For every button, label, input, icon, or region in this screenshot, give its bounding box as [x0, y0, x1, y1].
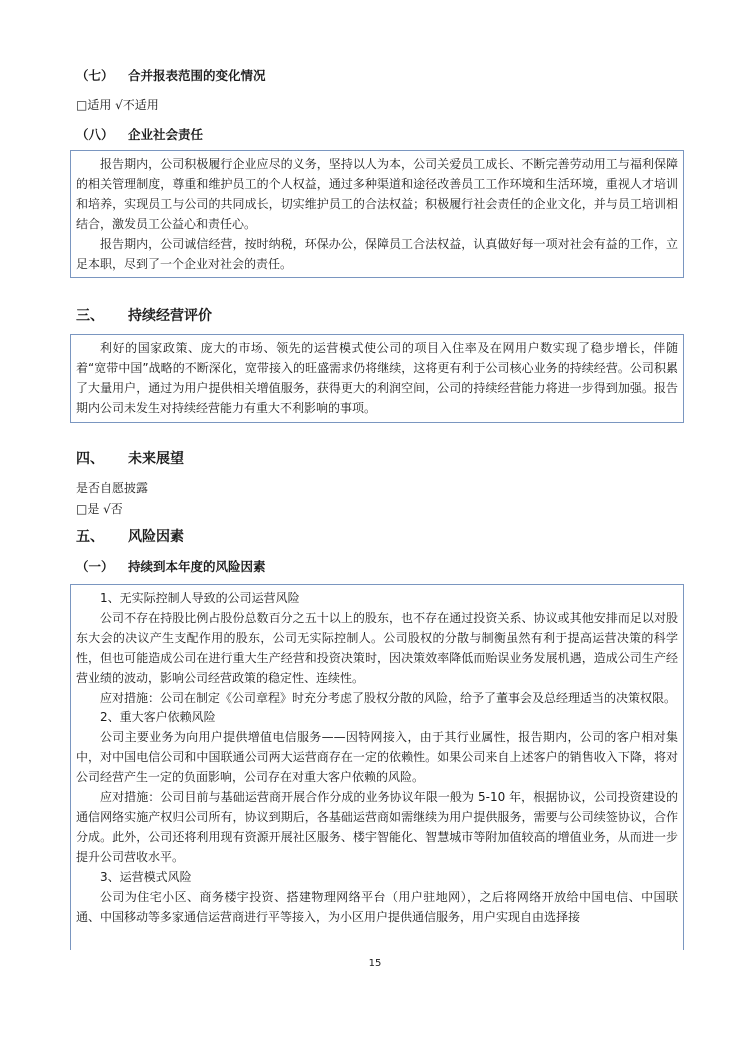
voluntary-disclosure-question: 是否自愿披露 [76, 481, 149, 495]
heading-title: 持续到本年度的风险因素 [128, 559, 266, 574]
consolidation-scope-option: □适用 √不适用 [76, 98, 159, 112]
heading-future-outlook [76, 450, 184, 468]
heading-number: 五、 [76, 529, 104, 545]
heading-number: （一） [76, 559, 114, 574]
heading-title: 未来展望 [128, 451, 184, 467]
risk-factors-box [70, 584, 684, 950]
heading-title: 合并报表范围的变化情况 [128, 68, 266, 83]
heading-number: （七） [76, 68, 114, 83]
risk-title: 1、无实际控制人导致的公司运营风险 [100, 591, 300, 605]
paragraph: 应对措施：公司目前与基础运营商开展合作分成的业务协议年限一般为 5-10 年，根据协议，公司投资建设的通信网络实施产权归公司所有，协议到期后，各基础运营商如需继续为用户提供服务，需要与公司续签协议，合作分成。此外，公司还将利用现有资源开展社区服务、楼宇智能化、智慧城市等附加值较高的增值业务，从而进一步提升公司营收水平。 [76, 790, 678, 864]
heading-going-concern [76, 307, 212, 325]
heading-continuing-risks [76, 559, 266, 575]
heading-number: 四、 [76, 451, 104, 467]
social-responsibility-box [70, 150, 684, 278]
heading-title: 持续经营评价 [128, 308, 212, 324]
heading-social-responsibility [76, 127, 203, 143]
risk-title: 2、重大客户依赖风险 [100, 710, 216, 725]
paragraph: 报告期内，公司积极履行企业应尽的义务，坚持以人为本，公司关爱员工成长、不断完善劳动用工与福利保障的相关管理制度，尊重和维护员工的个人权益，通过多种渠道和途径改善员工工作环境和生活环境，重视人才培训和培养，实现员工与公司的共同成长，切实维护员工的合法权益；积极履行社会责任的企业文化，并与员工培训相结合，激发员工公益心和责任心。 [76, 157, 678, 231]
paragraph: 公司为住宅小区、商务楼宇投资、搭建物理网络平台（用户驻地网），之后将网络开放给中国电信、中国联通、中国移动等多家通信运营商进行平等接入，为小区用户提供通信服务，用户实现自由选择接 [76, 889, 678, 924]
heading-number: （八） [76, 127, 114, 142]
paragraph: 报告期内，公司诚信经营，按时纳税，环保办公，保障员工合法权益，认真做好每一项对社会有益的工作，立足本职，尽到了一个企业对社会的责任。 [76, 236, 678, 271]
heading-title: 风险因素 [128, 529, 184, 545]
paragraph: 应对措施：公司在制定《公司章程》时充分考虑了股权分散的风险，给予了董事会及总经理适当的决策权限。 [100, 690, 677, 705]
risk-title: 3、运营模式风险 [100, 869, 192, 884]
going-concern-box [70, 334, 684, 423]
heading-number: 三、 [76, 308, 104, 324]
heading-consolidation-scope [76, 68, 266, 84]
heading-title: 企业社会责任 [128, 127, 204, 142]
voluntary-disclosure-option: □是 √否 [76, 502, 123, 516]
paragraph: 公司不存在持股比例占股份总数百分之五十以上的股东，也不存在通过投资关系、协议或其他安排而足以对股东大会的决议产生支配作用的股东，公司无实际控制人。公司股权的分散与制衡虽然有利于提高运营决策的科学性，但也可能造成公司在进行重大生产经营和投资决策时，因决策效率降低而贻误业务发展机遇，造成公司生产经营业绩的波动，影响公司经营政策的稳定性、连续性。 [76, 610, 678, 685]
page-number: 15 [368, 958, 382, 969]
paragraph: 公司主要业务为向用户提供增值电信服务——因特网接入，由于其行业属性，报告期内，公司的客户相对集中，对中国电信公司和中国联通公司两大运营商存在一定的依赖性。如果公司来自上述客户的销售收入下降，将对公司经营产生一定的负面影响，公司存在对重大客户依赖的风险。 [76, 730, 678, 785]
heading-risk-factors [76, 528, 184, 546]
paragraph: 利好的国家政策、庞大的市场、领先的运营模式使公司的项目入住率及在网用户数实现了稳步增长，伴随着“宽带中国”战略的不断深化，宽带接入的旺盛需求仍将继续，这将更有利于公司核心业务的持续经营。公司积累了大量用户，通过为用户提供相关增值服务，获得更大的利润空间，公司的持续经营能力将进一步得到加强。报告期内公司未发生对持续经营能力有重大不利影响的事项。 [76, 341, 678, 415]
